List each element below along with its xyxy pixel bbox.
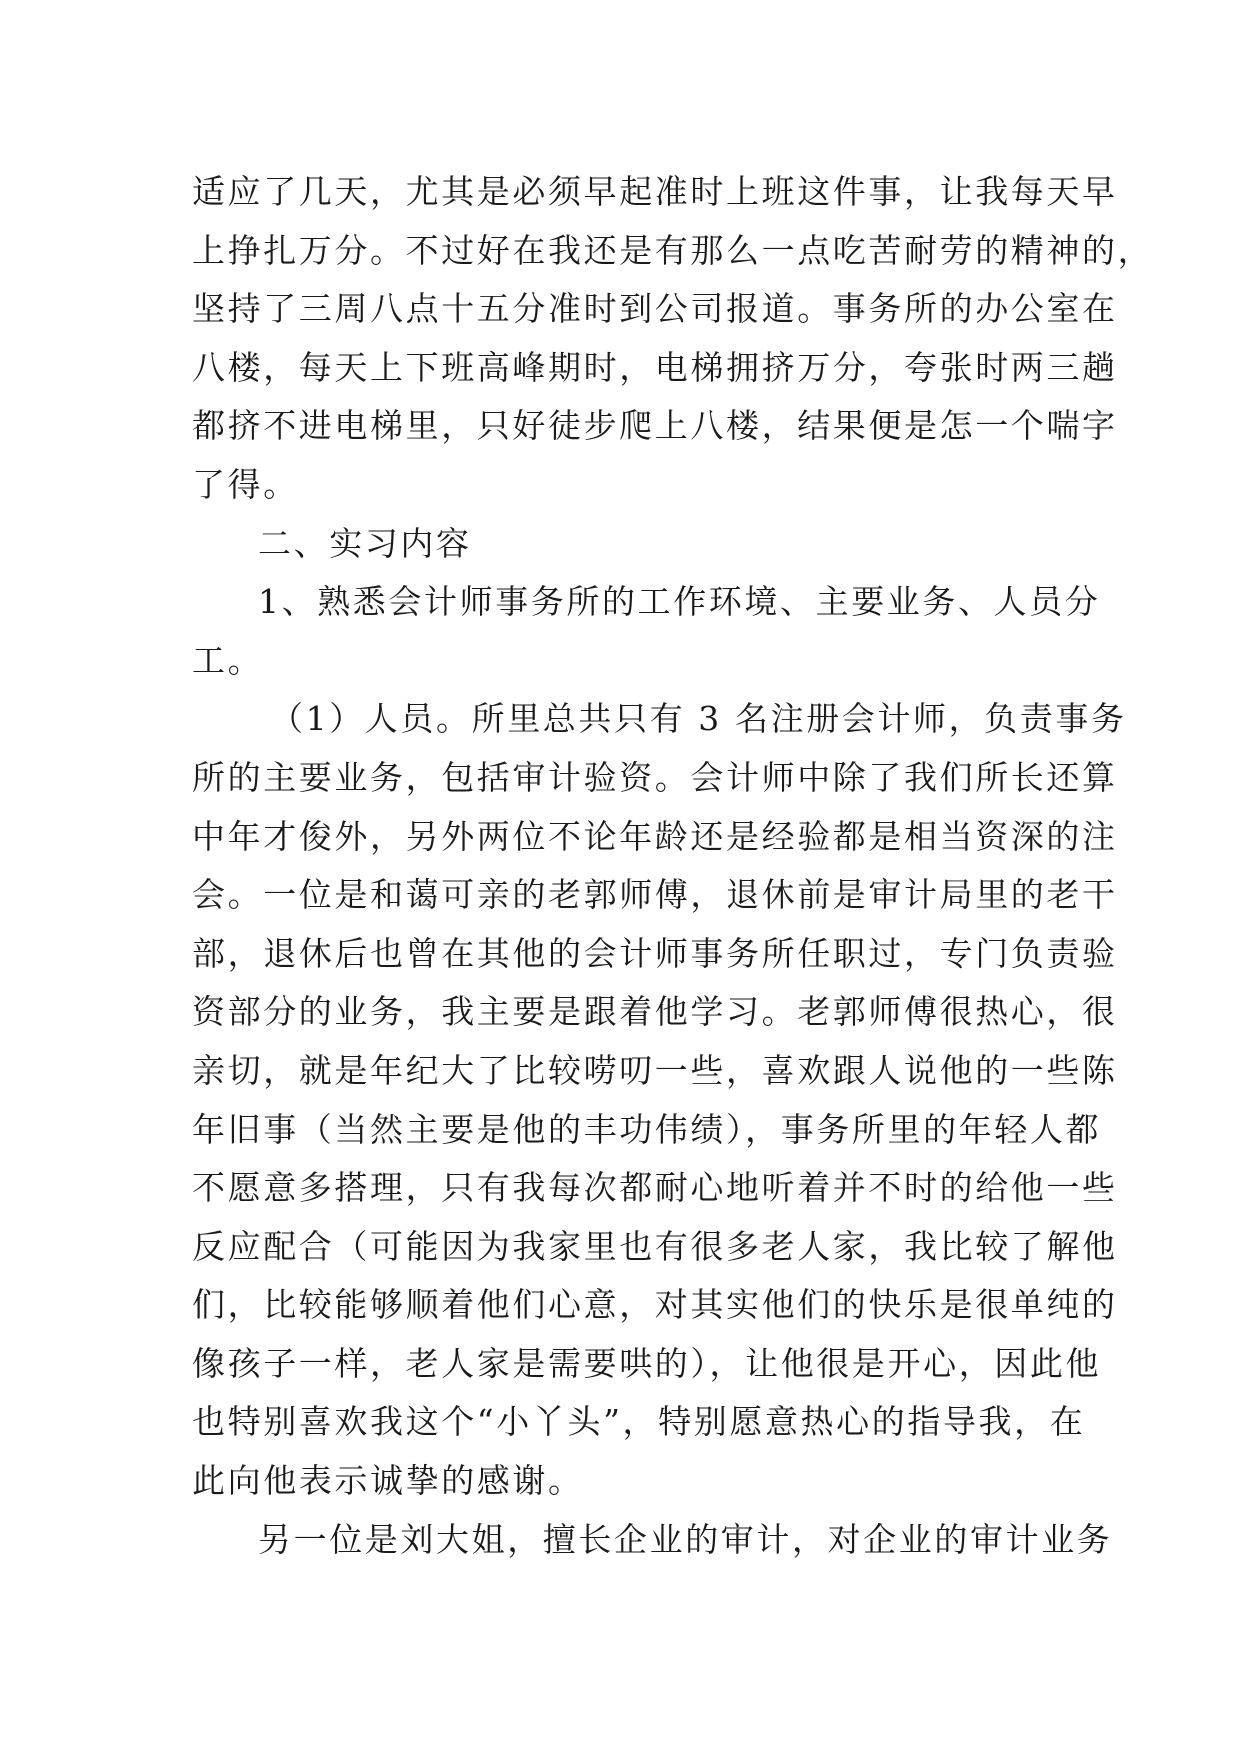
body-text <box>192 163 1154 1569</box>
text-line: 八楼，每天上下班高峰期时，电梯拥挤万分，夸张时两三趟 <box>192 347 1118 387</box>
text-line: 反应配合（可能因为我家里也有很多老人家，我比较了解他 <box>192 1226 1118 1266</box>
text-line: 适应了几天，尤其是必须早起准时上班这件事，让我每天早 <box>192 172 1118 211</box>
text-line: 也特别喜欢我这个“小丫头”，特别愿意热心的指导我，在 <box>192 1402 1086 1442</box>
text-line: 不愿意多搭理，只有我每次都耐心地听着并不时的给他一些 <box>192 1168 1118 1208</box>
text-line: 坚持了三周八点十五分准时到公司报道。事务所的办公室在 <box>192 289 1118 329</box>
subsection-heading: 1、熟悉会计师事务所的工作环境、主要业务、人员分 <box>258 582 1101 622</box>
text-line: 们，比较能够顺着他们心意，对其实他们的快乐是很单纯的 <box>192 1285 1118 1325</box>
text-line: 上挣扎万分。不过好在我还是有那么一点吃苦耐劳的精神的， <box>192 230 1154 270</box>
paragraph-start: （1）人员。所里总共只有 3 名注册会计师，负责事务 <box>270 699 1127 739</box>
text-line: 所的主要业务，包括审计验资。会计师中除了我们所长还算 <box>192 757 1118 797</box>
text-line: 资部分的业务，我主要是跟着他学习。老郭师傅很热心，很 <box>192 992 1118 1032</box>
text-line: 都挤不进电梯里，只好徒步爬上八楼，结果便是怎一个喘字 <box>192 406 1118 446</box>
text-line: 工。 <box>192 640 264 680</box>
text-line: 了得。 <box>192 464 299 504</box>
text-line: 此向他表示诚挚的感谢。 <box>192 1461 584 1501</box>
text-line: 年旧事（当然主要是他的丰功伟绩），事务所里的年轻人都 <box>192 1109 1102 1149</box>
text-line: 中年才俊外，另外两位不论年龄还是经验都是相当资深的注 <box>192 816 1118 856</box>
text-line: 亲切，就是年纪大了比较唠叨一些，喜欢跟人说他的一些陈 <box>192 1050 1118 1090</box>
text-line: 像孩子一样，老人家是需要哄的），让他很是开心，因此他 <box>192 1343 1102 1383</box>
text-line: 部，退休后也曾在其他的会计师事务所任职过，专门负责验 <box>192 933 1118 973</box>
paragraph-start: 另一位是刘大姐，擅长企业的审计，对企业的审计业务 <box>258 1519 1113 1559</box>
text-line: 会。一位是和蔼可亲的老郭师傅，退休前是审计局里的老干 <box>192 875 1118 915</box>
section-heading: 二、实习内容 <box>258 523 472 563</box>
